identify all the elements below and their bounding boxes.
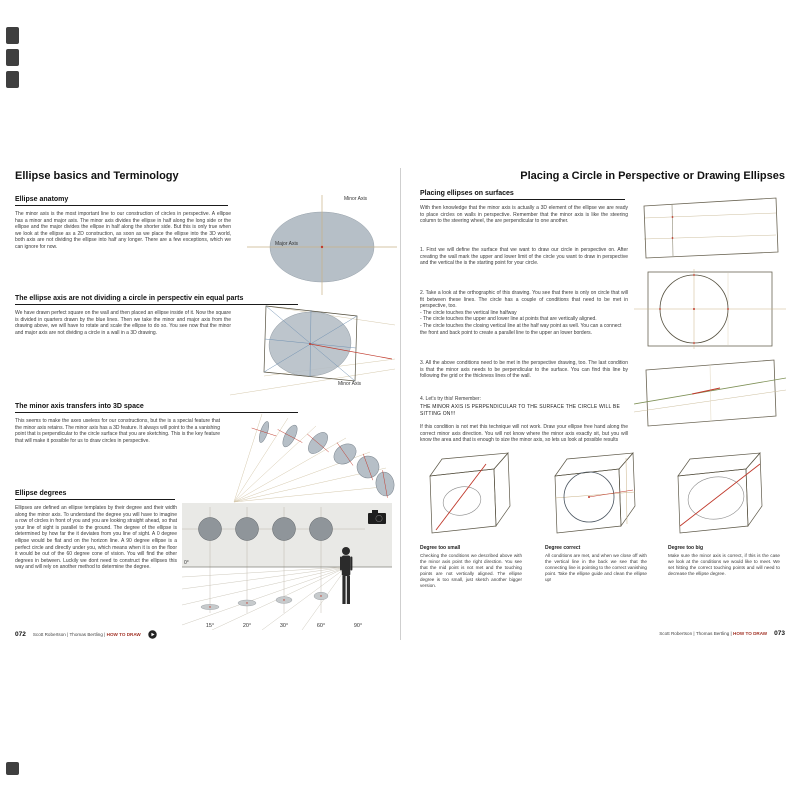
section-heading-axis-division: The ellipse axis are not dividing a circle in perspectiv ein equal parts <box>15 295 298 305</box>
section-heading-3d-space: The minor axis transfers into 3D space <box>15 403 298 413</box>
caption-body: Make sure the minor axis is correct, if this is the case we look at the conditions we would like to meet. We set hitting the correct touching points and will need to decrease the ellipse degree. <box>668 553 780 576</box>
result-box-too-big <box>668 446 780 542</box>
right-page-footer <box>420 630 785 637</box>
step-4-note: If this condition is not met this technique will not work. Draw your ellipse free hand along the correct minor axis direction. You will not know where the minor axis exactly sit, but you will know the area and that is enough to size the minor axis, so lets us look at possible results <box>420 424 628 444</box>
film-strip-thumbnail[interactable] <box>6 49 19 66</box>
caption-too-big <box>668 545 780 577</box>
left-page-title: Ellipse basics and Terminology <box>15 170 179 182</box>
caption-title: Degree correct <box>545 545 581 551</box>
section-body-ellipse-degrees: Ellipses are defined an ellipse templates by their degree and their width along the minor axis. To understand the degree you will have to imagine a row of circles in front of you and you are looking straight ahead, so that your line of sight is parallel to the ground. The degree of the ellipse is determined by how far the it deviates from you line of sight. A 0 degree ellipse would be flat and on the horizon line. A 90 degree ellipse is a perfect circle and directly under you, which means when it is on the floor it would be out of the 60 degree cone of vision. You will find the other degrees in between. Luckily we dont need to construct the ellipses this way and will rely on another method to determine the degree. <box>15 505 177 571</box>
film-strip-thumbnail[interactable] <box>6 71 19 88</box>
step-2-lead: 2. Take a look at the orthographic of this drawing. You see that there is only on circle that will fit between these lines. The circle has a couple of conditions that need to be met in perspective, too. <box>420 290 628 310</box>
minor-axis-direction-diagram <box>634 352 786 436</box>
video-play-icon <box>148 630 157 639</box>
ellipse-fan-diagram <box>228 412 395 507</box>
minor-axis-rule-emphasis: THE MINOR AXIS IS PERPENDICULAR TO THE SURFACE THE CIRCLE WILL BE SITTING ON!!! <box>420 404 620 417</box>
step-2-bullet: - The circle touches the upper and lower line at points that are vertically aligned. <box>420 316 597 323</box>
degree-label-60: 60° <box>316 623 326 629</box>
caption-title: Degree too small <box>420 545 461 551</box>
right-footer-credit: Scott Robertson | Thomas Bertling | HOW TO DRAW <box>659 631 768 636</box>
result-box-too-small <box>420 446 526 542</box>
film-strip-thumbnail[interactable] <box>6 762 19 775</box>
right-page-number: 073 <box>774 630 785 637</box>
minor-axis-label: Minor Axis <box>344 196 368 202</box>
orthographic-circle-diagram <box>634 267 786 351</box>
placing-intro: With then knowledge that the minor axis is actually a 3D element of the ellipse we are ready to place circles on walls in perspective. Remember that the minor axis is like the steering column to the steering wheel, the are perpendicular to one another. <box>420 205 628 225</box>
film-strip-thumbnail[interactable] <box>6 27 19 44</box>
major-axis-label: Major Axis <box>275 241 299 247</box>
step-2-bullet: - The circle touches the vertical line halfway <box>420 309 517 316</box>
result-box-correct <box>545 446 651 542</box>
minor-axis-label: Minor Axis <box>338 381 362 387</box>
degree-label-20: 20° <box>242 623 252 629</box>
caption-too-small <box>420 545 522 589</box>
section-heading-ellipse-degrees: Ellipse degrees <box>15 490 175 500</box>
section-body-ellipse-anatomy: The minor axis is the most important line to our construction of circles in perspective. A ellipse has a minor and major axis. The minor axis divides the ellipse in half along the long side or the ellipse and the major divides the ellipse in half along the shorter side. But this is only true when we look at the ellipse as a 2D construction, as soon as we place the ellipse into the 3D world, both axis are not dividing the ellipse into half any longer. There are a few exceptions, which we can ignore for now. <box>15 211 231 250</box>
caption-title: Degree too big <box>668 545 704 551</box>
section-heading-placing-ellipses: Placing ellipses on surfaces <box>420 190 625 200</box>
caption-body: Checking the conditions we described above with the minor axis point the right direction. You see that the mid point is not met and the touching points are not vertically aligned. The ellipse degree is too small, just sketch another bigger version. <box>420 553 522 588</box>
degree-label-15: 15° <box>205 623 215 629</box>
wall-ellipse-diagram <box>230 297 395 402</box>
wall-surface-diagram <box>634 192 786 264</box>
page-gutter-divider <box>400 168 401 640</box>
step-1: 1. First we will define the surface that we want to draw our circle in perspective on. After creating the wall mark the upper and lower limit of the circle you want to draw in perspective and the vertical the is the starting point for your circle. <box>420 247 628 267</box>
step-4-lead: 4. Let's try this! Remember: <box>420 396 481 402</box>
right-page-title: Placing a Circle in Perspective or Drawing Ellipses <box>520 170 785 182</box>
ellipse-degrees-diagram <box>182 503 392 630</box>
section-heading-ellipse-anatomy: Ellipse anatomy <box>15 196 228 206</box>
step-3: 3. All the above conditions need to be met in the perspective drawing, too. The last condition is that the minor axis needs to be perpendicular to the surface. You can find this line by following the grid or the thickness lines of the wall. <box>420 360 628 380</box>
step-2 <box>420 290 628 336</box>
left-page-number: 072 <box>15 631 26 638</box>
left-page-footer <box>15 630 157 639</box>
section-body-3d-space: This seems to make the axes useless for our constructions, but the is a special feature that the minor axis retains. The minor axis has a 3D feature. It always will point to the a vanishing point that is perpendicular to the circle surface that you are sketching. This is the key feature that will make it possible for us to draw circles in perspective. <box>15 418 220 444</box>
left-footer-credit: Scott Robertson | Thomas Bertling | HOW TO DRAW <box>32 632 141 637</box>
step-2-bullet: - The circle touches the closing vertical line at the half way point as well. You can a connect the front and back point to create a parallel line to the upper an lower borders. <box>420 322 622 336</box>
zero-degree-label: 0° <box>184 560 189 566</box>
degree-label-90: 90° <box>353 623 363 629</box>
caption-body: All conditions are met, and when we close off with the vertical line in the back we see that the connecting line is pointing to the correct vanishing point. Take the ellipse guide and clean the ellipse up! <box>545 553 647 582</box>
ellipse-anatomy-diagram <box>247 192 397 297</box>
degree-label-30: 30° <box>279 623 289 629</box>
caption-correct <box>545 545 647 583</box>
section-body-axis-division: We have drawn perfect square on the wall and then placed an ellipse inside of it. Now the square is divided in quarters drawn by the blue lines. Then we take the minor and major axis from the drawing above, we will have to rotate and scale the ellipse to do so. You see now that the minor and major axis are not dividing a circle in a wall in a 3D drawing. <box>15 310 231 336</box>
